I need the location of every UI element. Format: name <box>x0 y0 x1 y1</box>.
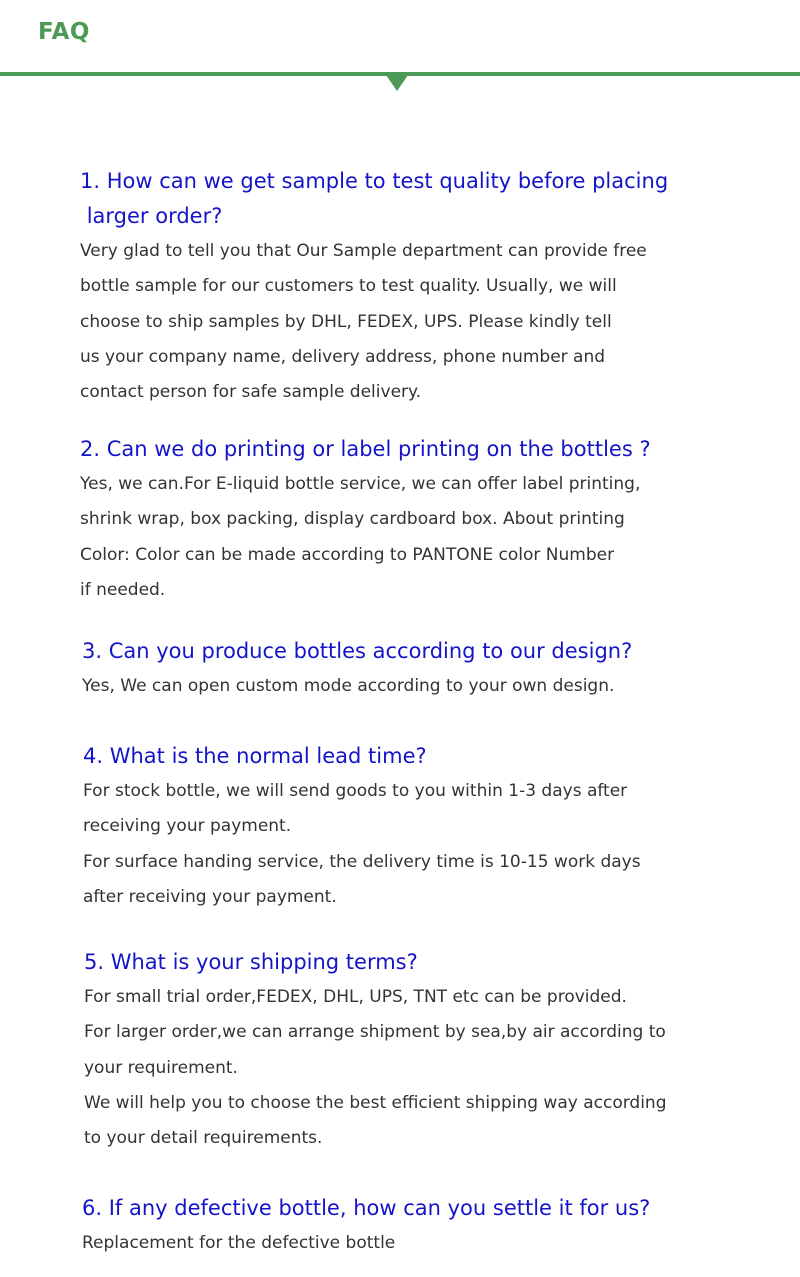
header-down-arrow-icon <box>386 75 408 91</box>
faq-answer <box>82 669 782 704</box>
faq-answer <box>84 980 784 1156</box>
faq-answer-line: choose to ship samples by DHL, FEDEX, UPS. Please kindly tell <box>80 311 612 332</box>
faq-answer-line: For larger order,we can arrange shipment by sea,by air according to <box>84 1022 666 1043</box>
faq-item-3 <box>82 634 782 704</box>
faq-question: 1. How can we get sample to test quality before placing larger order? <box>80 169 669 228</box>
faq-answer-line: bottle sample for our customers to test quality. Usually, we will <box>80 276 617 297</box>
faq-answer-line: Replacement for the defective bottle <box>82 1233 396 1253</box>
faq-question: 6. If any defective bottle, how can you settle it for us? <box>82 1196 651 1220</box>
faq-answer-line: your requirement. <box>84 1057 238 1078</box>
page-title: FAQ <box>38 19 90 45</box>
faq-answer-line: For surface handing service, the delivery time is 10-15 work days <box>83 851 641 872</box>
faq-answer <box>82 1226 782 1261</box>
faq-item-4 <box>83 739 783 915</box>
faq-answer <box>80 467 780 608</box>
faq-answer-line: us your company name, delivery address, phone number and <box>80 346 606 367</box>
faq-answer-line: For stock bottle, we will send goods to you within 1-3 days after <box>83 781 628 801</box>
faq-answer-line: Yes, We can open custom mode according to your own design. <box>82 676 615 696</box>
faq-answer-line: after receiving your payment. <box>83 886 337 907</box>
faq-answer-line: if needed. <box>80 579 166 600</box>
faq-answer-line: Very glad to tell you that Our Sample department can provide free <box>80 241 647 261</box>
faq-answer-line: Yes, we can.For E-liquid bottle service, we can offer label printing, <box>80 474 641 494</box>
faq-item-1 <box>80 164 780 410</box>
faq-question: 4. What is the normal lead time? <box>83 744 427 768</box>
faq-question: 3. Can you produce bottles according to our design? <box>82 639 633 663</box>
faq-item-5 <box>84 945 784 1156</box>
faq-answer <box>83 774 783 915</box>
faq-question: 5. What is your shipping terms? <box>84 950 418 974</box>
faq-answer-line: shrink wrap, box packing, display cardboard box. About printing <box>80 509 625 530</box>
faq-answer-line: Color: Color can be made according to PANTONE color Number <box>80 544 615 565</box>
faq-answer-line: We will help you to choose the best efficient shipping way according <box>84 1092 667 1113</box>
faq-answer-line: receiving your payment. <box>83 816 292 837</box>
faq-answer-line: to your detail requirements. <box>84 1128 323 1149</box>
faq-question: 2. Can we do printing or label printing on the bottles ? <box>80 437 651 461</box>
faq-answer-line: For small trial order,FEDEX, DHL, UPS, TNT etc can be provided. <box>84 987 627 1007</box>
faq-item-6 <box>82 1191 782 1261</box>
faq-answer <box>80 234 780 410</box>
faq-item-2 <box>80 432 780 608</box>
faq-answer-line: contact person for safe sample delivery. <box>80 382 422 403</box>
